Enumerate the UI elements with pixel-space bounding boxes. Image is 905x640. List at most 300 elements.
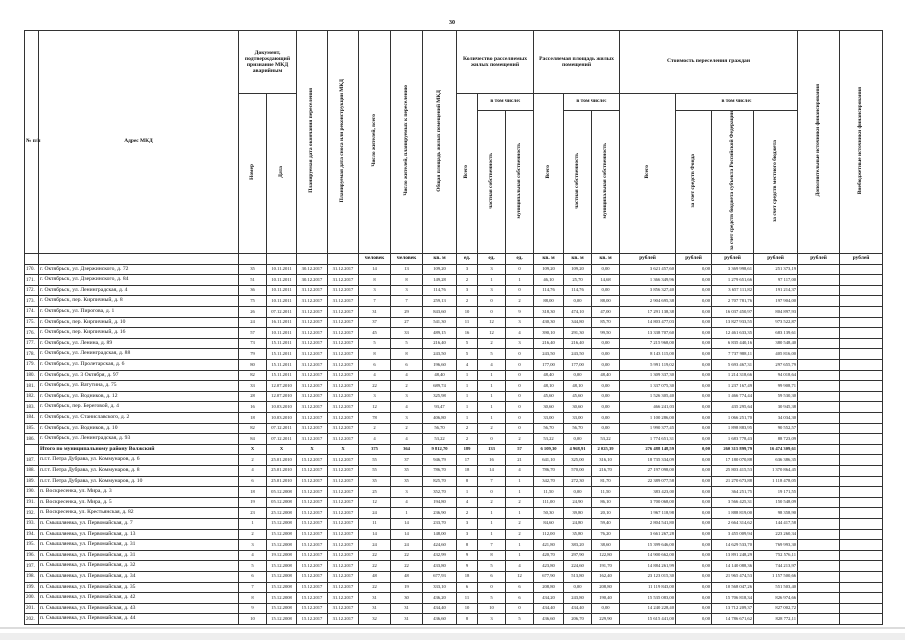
row-cost-cell: 0,00 — [676, 349, 712, 360]
row-cost-cell: 251 373,19 — [754, 264, 798, 275]
row-cell: 4 — [506, 328, 534, 339]
row-cell: 259,13 — [423, 296, 457, 307]
row-cost-cell: 19 171,55 — [754, 487, 798, 498]
row-cell: 236,90 — [423, 508, 457, 519]
row-cell: 433,80 — [423, 561, 457, 572]
row-cost-cell: 0,00 — [676, 497, 712, 508]
row-cost-cell: 0,00 — [676, 328, 712, 339]
col-cost-incl-header: в том числе: — [676, 94, 798, 111]
row-cell: 11 — [457, 593, 478, 604]
row-cell: 2 — [359, 423, 391, 434]
row-cell: 26 — [239, 307, 267, 318]
row-cell: 436,60 — [534, 614, 564, 625]
row-cost-cell: 383 423,00 — [620, 487, 676, 498]
row-cell: 10 — [239, 614, 267, 625]
row-address: п. Смышляевка, ул. Первомайская, д. 31 — [39, 550, 239, 561]
row-cell: 16 — [478, 455, 506, 466]
row-cost-cell: 5 693 467,31 — [712, 360, 754, 371]
row-address: п.г.т. Петра Дубрава, ул. Коммунаров, д. 8 — [39, 465, 239, 476]
table-row — [25, 571, 883, 582]
row-cell: 05.12.2008 — [267, 497, 297, 508]
row-cell: 333,10 — [423, 582, 457, 593]
row-cost-cell — [840, 360, 883, 371]
row-cell: 75 — [239, 296, 267, 307]
unit-cell: кв. м — [564, 253, 592, 264]
row-cost-cell: 0,00 — [676, 571, 712, 582]
row-cell: 0,00 — [564, 434, 592, 445]
row-cell: 6 — [457, 582, 478, 593]
row-cell: 5 — [359, 338, 391, 349]
row-cell: 423,80 — [534, 561, 564, 572]
row-number: 186. — [25, 434, 39, 445]
row-cell: 31.12.2017 — [297, 285, 328, 296]
row-cell: 434,40 — [564, 603, 592, 614]
unit-cell: рублей — [676, 253, 712, 264]
row-cell: 80 — [239, 360, 267, 371]
row-cell: 6 — [359, 360, 391, 371]
row-cell: 22 — [359, 550, 391, 561]
row-cell: 2 — [506, 434, 534, 445]
row-cell: 436,60 — [423, 614, 457, 625]
row-cell: 15.12.2008 — [267, 582, 297, 593]
row-cell: 18 — [457, 571, 478, 582]
row-cell: 2 — [506, 529, 534, 540]
row-cost-cell: 14 786 671,62 — [712, 614, 754, 625]
row-cell: 15.12.2017 — [297, 571, 328, 582]
row-cost-cell: 8 143 115,00 — [620, 349, 676, 360]
row-cell: 114,76 — [534, 285, 564, 296]
row-cost-cell: 191 214,37 — [754, 285, 798, 296]
page-number: 30 — [449, 20, 455, 26]
row-cell: 31 — [359, 593, 391, 604]
row-cell: 14 — [359, 529, 391, 540]
row-cell: 0 — [478, 434, 506, 445]
row-cell: 191,70 — [592, 561, 620, 572]
row-cell: 20,10 — [592, 508, 620, 519]
row-cell: 474,10 — [564, 307, 592, 318]
col-area-group-header: Расселяемая площадь жилых помещений — [534, 31, 620, 94]
row-cell: 1 — [457, 402, 478, 413]
row-cell: 31.12.2017 — [297, 328, 328, 339]
row-cell: 1 — [478, 529, 506, 540]
row-cell: 25.01.2010 — [267, 455, 297, 466]
row-cell: 10.11.2011 — [267, 275, 297, 286]
row-cell: 9 — [239, 603, 267, 614]
row-cell: 5 — [506, 614, 534, 625]
row-cell: 1 — [506, 540, 534, 551]
row-cell: 1 — [478, 381, 506, 392]
row-cell: 383,20 — [564, 540, 592, 551]
table-row — [25, 413, 883, 424]
row-cell: X — [267, 444, 297, 455]
row-cell: 4 — [457, 360, 478, 371]
row-cell: 48,10 — [534, 381, 564, 392]
row-cell: 297,90 — [564, 550, 592, 561]
row-cell: 25,70 — [564, 275, 592, 286]
row-cell: 4 — [391, 434, 423, 445]
row-cost-cell: 144 417,58 — [754, 518, 798, 529]
table-row — [25, 296, 883, 307]
row-cell: 37 — [359, 317, 391, 328]
col-count-municipal-header: муниципальная собственность — [506, 111, 534, 254]
row-cell: 31.12.2017 — [328, 296, 359, 307]
col-area-municipal-header: муниципальная собственность — [592, 111, 620, 254]
row-cell: 31.12.2017 — [328, 317, 359, 328]
row-cell: 35 — [359, 476, 391, 487]
row-cost-cell — [840, 285, 883, 296]
row-cell: 22 — [359, 561, 391, 572]
row-cell: 31.12.2017 — [328, 413, 359, 424]
row-cell: 3 — [457, 264, 478, 275]
row-cell: 15.12.2017 — [297, 465, 328, 476]
row-cost-cell — [798, 381, 840, 392]
row-cost-cell: 22 389 077,58 — [620, 476, 676, 487]
table-row — [25, 434, 883, 445]
row-address: п. Смышляевка, ул. Первомайская, д. 31 — [39, 540, 239, 551]
row-number — [25, 444, 39, 455]
row-address: г. Октябрьск, ул. Водников, д. 10 — [39, 423, 239, 434]
row-cell: 15.11.2011 — [267, 338, 297, 349]
row-cost-cell: 14 900 662,00 — [620, 550, 676, 561]
row-cost-cell: 3 661 267,28 — [620, 529, 676, 540]
row-cell: 31 — [391, 614, 423, 625]
row-cost-cell — [798, 455, 840, 466]
row-cell: 4 968,91 — [564, 444, 592, 455]
row-cell: 25.12.2008 — [267, 508, 297, 519]
row-cell: 375 — [359, 444, 391, 455]
row-cell: 10 — [457, 603, 478, 614]
row-number: 185. — [25, 423, 39, 434]
table-row — [25, 614, 883, 625]
row-cell: 1 — [239, 518, 267, 529]
row-cell: 3 — [391, 487, 423, 498]
row-cost-cell — [840, 349, 883, 360]
row-cell: 434,40 — [423, 603, 457, 614]
row-cost-cell — [798, 540, 840, 551]
row-cell: 31.12.2017 — [328, 381, 359, 392]
row-cost-cell: 59 530,30 — [754, 391, 798, 402]
row-cell: 76,20 — [592, 529, 620, 540]
row-cell: 25.01.2010 — [267, 476, 297, 487]
col-cost-local-header: за счет средств местного бюджета — [754, 111, 798, 254]
row-cost-cell: 0,00 — [676, 264, 712, 275]
row-cell: 14 — [359, 264, 391, 275]
row-cell: 4 — [359, 370, 391, 381]
row-number: 181. — [25, 381, 39, 392]
row-cell: 0,00 — [592, 391, 620, 402]
row-cost-cell: 1 118 478,05 — [754, 476, 798, 487]
row-cost-cell — [798, 487, 840, 498]
table-row — [25, 582, 883, 593]
col-count-private-header: частная собственность — [478, 111, 506, 254]
row-cell: 434,20 — [534, 593, 564, 604]
row-cost-cell: 276 488 148,59 — [620, 444, 676, 455]
row-cell: 0 — [506, 360, 534, 371]
row-cell: 05.12.2008 — [267, 487, 297, 498]
row-cell: 3 — [457, 518, 478, 529]
row-cell: 5 — [457, 338, 478, 349]
row-address: г. Октябрьск, ул. Ленинградская, д. 93 — [39, 434, 239, 445]
row-cost-cell — [798, 497, 840, 508]
row-cell: 7 — [391, 296, 423, 307]
row-cell: 31.12.2017 — [328, 307, 359, 318]
row-cell: 243,80 — [564, 593, 592, 604]
row-cost-cell: 0,00 — [676, 413, 712, 424]
row-cost-cell: 15 399 646,00 — [620, 540, 676, 551]
row-cell: 0 — [506, 603, 534, 614]
table-row — [25, 550, 883, 561]
row-cell: 325,98 — [423, 391, 457, 402]
row-cell: 30.12.2017 — [297, 264, 328, 275]
unit-cell: кв. м — [592, 253, 620, 264]
row-cost-cell: 769 993,30 — [754, 540, 798, 551]
row-cost-cell — [840, 614, 883, 625]
total-row — [25, 444, 883, 455]
row-cost-cell — [840, 571, 883, 582]
row-cost-cell — [840, 518, 883, 529]
row-cell: 216,40 — [423, 338, 457, 349]
row-cell: 0,00 — [564, 582, 592, 593]
row-cost-cell: 752 576,11 — [754, 550, 798, 561]
row-cell: 17 — [457, 455, 478, 466]
row-address: п. Воскресенка, ул. Крестьянская, д. 82 — [39, 508, 239, 519]
row-cost-cell — [798, 307, 840, 318]
row-cell: 31.12.2017 — [328, 402, 359, 413]
row-cell: 57 — [506, 444, 534, 455]
row-cell: 0,00 — [592, 360, 620, 371]
row-cell: 0 — [506, 413, 534, 424]
table-row — [25, 275, 883, 286]
row-number: 170. — [25, 264, 39, 275]
table-row — [25, 285, 883, 296]
row-number: 183. — [25, 402, 39, 413]
row-cost-cell: 0,00 — [676, 444, 712, 455]
row-cell: 8 — [359, 275, 391, 286]
unit-cell: человек — [359, 253, 391, 264]
col-count-total-header: Всего — [457, 94, 478, 254]
row-cell: 15.12.2017 — [297, 487, 328, 498]
row-cost-cell: 804 897,93 — [754, 307, 798, 318]
table-row — [25, 338, 883, 349]
row-address: г. Октябрьск, ул. 3 Октября, д. 97 — [39, 370, 239, 381]
row-cell: 8 — [457, 540, 478, 551]
row-cost-cell — [798, 317, 840, 328]
row-cost-cell: 14 240 228,40 — [620, 603, 676, 614]
row-cell: 243,50 — [423, 349, 457, 360]
row-cell: 0 — [506, 370, 534, 381]
row-cell: 16.11.2011 — [267, 317, 297, 328]
row-cost-cell: 380 548,40 — [754, 338, 798, 349]
row-cell: 31.12.2017 — [328, 455, 359, 466]
row-cell: 31.12.2017 — [328, 518, 359, 529]
row-cell: 31.12.2017 — [297, 434, 328, 445]
row-cell: 786,70 — [534, 465, 564, 476]
unit-cell: человек — [391, 253, 423, 264]
row-cell: 31.12.2017 — [328, 264, 359, 275]
row-cell: 93,47 — [423, 402, 457, 413]
row-cost-cell — [798, 614, 840, 625]
row-cell: 0,00 — [564, 370, 592, 381]
row-address: г. Октябрьск, пер. Береговой, д. 4 — [39, 402, 239, 413]
row-cell: 48 — [391, 571, 423, 582]
row-cell: 25.01.2010 — [267, 465, 297, 476]
row-cost-cell — [798, 550, 840, 561]
row-cell: 88,00 — [592, 296, 620, 307]
row-cell: 32 — [359, 614, 391, 625]
row-cost-cell: 10 568 047,26 — [712, 582, 754, 593]
row-number: 189. — [25, 476, 39, 487]
row-cost-cell: 17 291 138,38 — [620, 307, 676, 318]
col-non-budget-header: Внебюджетные источники финансирования — [840, 31, 883, 254]
scan-edge-shadow — [0, 633, 905, 640]
row-cell: 3 — [457, 529, 478, 540]
row-cost-cell: 0,00 — [676, 285, 712, 296]
row-cell: 2 — [506, 518, 534, 529]
table-row — [25, 317, 883, 328]
row-cost-cell: 3 700 068,00 — [620, 497, 676, 508]
row-cost-cell: 827 002,72 — [754, 603, 798, 614]
row-cell: 12 — [478, 328, 506, 339]
row-cell: 50,30 — [534, 508, 564, 519]
row-cell: 73 — [239, 338, 267, 349]
row-cell: 421,80 — [534, 540, 564, 551]
row-cell: 0 — [506, 402, 534, 413]
row-address: г. Октябрьск, пер. Кирпичный, д. 8 — [39, 296, 239, 307]
row-cell: 3 — [457, 285, 478, 296]
row-cell: 48,40 — [592, 370, 620, 381]
table-row — [25, 476, 883, 487]
row-cell: 689,74 — [423, 381, 457, 392]
row-cell: 352,70 — [423, 487, 457, 498]
table-row — [25, 518, 883, 529]
row-cell: 0 — [506, 423, 534, 434]
row-number: 179. — [25, 360, 39, 371]
row-cell: 641,10 — [534, 455, 564, 466]
row-cell: 30,60 — [534, 402, 564, 413]
row-cell: 6 109,30 — [534, 444, 564, 455]
row-cost-cell: 551 503,40 — [754, 582, 798, 593]
row-cost-cell: 21 270 673,88 — [712, 476, 754, 487]
table-row — [25, 487, 883, 498]
row-cell: 109,20 — [564, 264, 592, 275]
row-cost-cell: 1 526 305,40 — [620, 391, 676, 402]
row-cell: 15.12.2008 — [267, 561, 297, 572]
row-cost-cell: 0,00 — [676, 540, 712, 551]
row-cell: 55 — [359, 455, 391, 466]
row-cell: 1 — [478, 370, 506, 381]
row-number: 172. — [25, 285, 39, 296]
row-cell: 206,70 — [564, 614, 592, 625]
row-cost-cell — [840, 593, 883, 604]
col-num-header: № п/п — [25, 31, 39, 254]
row-cell: X — [297, 444, 328, 455]
row-cost-cell — [840, 338, 883, 349]
row-cell: 15.11.2011 — [267, 370, 297, 381]
row-cell: 22 — [391, 550, 423, 561]
row-cell: 216,40 — [564, 338, 592, 349]
row-cost-cell: 1 774 651,31 — [620, 434, 676, 445]
row-cell: 9 — [506, 307, 534, 318]
row-cell: 4 — [239, 465, 267, 476]
row-cell: 3 — [359, 285, 391, 296]
row-cell: 208,80 — [592, 582, 620, 593]
row-cost-cell: 0,00 — [676, 529, 712, 540]
row-cell: 111,00 — [534, 497, 564, 508]
row-cell: 33 — [239, 381, 267, 392]
row-cell: 843,60 — [423, 307, 457, 318]
table-row — [25, 508, 883, 519]
row-cell: 31.12.2017 — [328, 561, 359, 572]
table-row — [25, 529, 883, 540]
row-cell: 148,00 — [423, 529, 457, 540]
row-cost-cell: 5 991 119,02 — [620, 360, 676, 371]
table-row — [25, 402, 883, 413]
table-row — [25, 370, 883, 381]
row-cost-cell — [798, 370, 840, 381]
row-cell: 2 — [506, 497, 534, 508]
row-cell: 15.12.2017 — [297, 593, 328, 604]
row-cell: 15.12.2008 — [267, 540, 297, 551]
row-cell: 31.12.2017 — [328, 540, 359, 551]
row-cost-cell: 1 066 251,70 — [712, 413, 754, 424]
row-cell: 5 — [391, 338, 423, 349]
row-cell: 15.12.2017 — [297, 561, 328, 572]
row-cost-cell: 636 386,35 — [754, 455, 798, 466]
row-cost-cell: 1 370 864,45 — [754, 465, 798, 476]
row-cell: 15.12.2017 — [297, 497, 328, 508]
unit-cell: рублей — [840, 253, 883, 264]
row-cell: 344,80 — [564, 317, 592, 328]
row-cell: 15.12.2008 — [267, 529, 297, 540]
row-cost-cell — [798, 360, 840, 371]
row-number: 175. — [25, 317, 39, 328]
row-cell: 11 — [359, 518, 391, 529]
row-cell: 31.12.2017 — [328, 582, 359, 593]
row-number: 178. — [25, 349, 39, 360]
row-cost-cell: 3 455 009,94 — [712, 529, 754, 540]
row-address: п. Воскресенка, ул. Мира, д. 3 — [39, 487, 239, 498]
row-number: 202. — [25, 614, 39, 625]
row-cell: 786,70 — [423, 465, 457, 476]
row-cost-cell — [840, 497, 883, 508]
row-cell: 7 — [478, 476, 506, 487]
table-row — [25, 603, 883, 614]
row-cell: 18 — [239, 487, 267, 498]
row-cost-cell: 0,00 — [676, 275, 712, 286]
row-cell: 9 — [457, 561, 478, 572]
row-cell: 59,40 — [592, 518, 620, 529]
row-cell: 07.12.2011 — [267, 434, 297, 445]
row-cost-cell: 260 315 899,79 — [712, 444, 754, 455]
row-number: 188. — [25, 465, 39, 476]
row-cell: 15.12.2008 — [267, 593, 297, 604]
row-cost-cell — [840, 455, 883, 466]
row-cell: 31.12.2017 — [328, 360, 359, 371]
row-cost-cell: 197 904,00 — [754, 296, 798, 307]
row-cell: 99,50 — [592, 328, 620, 339]
row-address: г. Октябрьск, ул. Ватутина, д. 75 — [39, 381, 239, 392]
row-cell: 31.12.2017 — [328, 434, 359, 445]
row-cell: 79 — [239, 349, 267, 360]
row-cell: 434,40 — [534, 603, 564, 614]
row-cost-cell: 3 566 425,31 — [712, 497, 754, 508]
row-cost-cell: 0,00 — [676, 593, 712, 604]
row-cell: 10.11.2011 — [267, 285, 297, 296]
row-cell: 2 — [478, 497, 506, 508]
row-cost-cell — [840, 370, 883, 381]
row-cost-cell: 973 522,87 — [754, 317, 798, 328]
row-cell: 0,00 — [564, 487, 592, 498]
